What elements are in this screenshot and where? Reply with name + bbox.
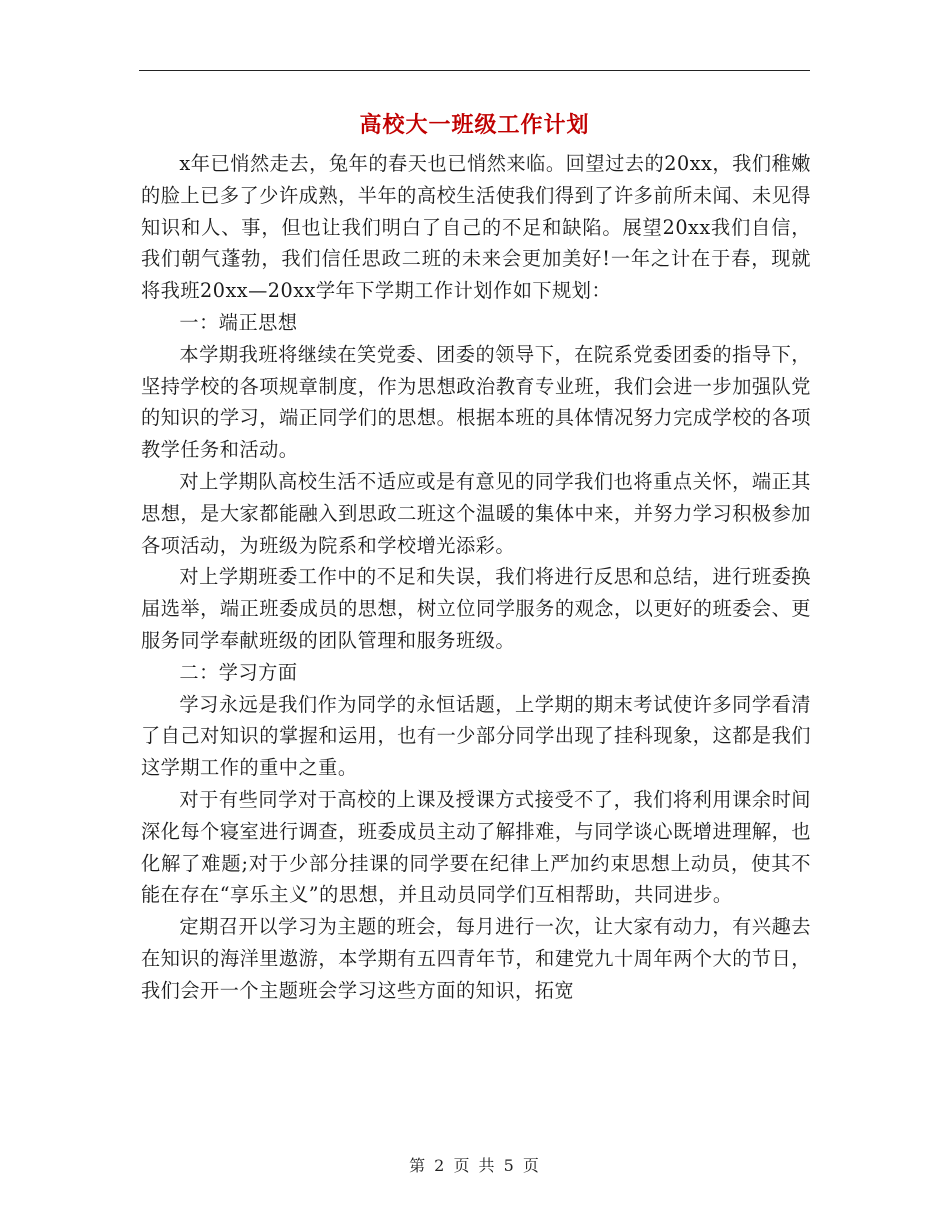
paragraph: 对上学期队高校生活不适应或是有意见的同学我们也将重点关怀，端正其思想，是大家都能融入到思政二班这个温暖的集体中来，并努力学习积极参加各项活动，为班级为院系和学校增光添彩。 — [141, 469, 811, 557]
paragraph-intro: x年已悄然走去，兔年的春天也已悄然来临。回望过去的20xx，我们稚嫩的脸上已多了少许成熟，半年的高校生活使我们得到了许多前所未闻、未见得知识和人、事，但也让我们明白了自己的不足和缺陷。展望20xx我们自信，我们朝气蓬勃，我们信任思政二班的未来会更加美好!一年之计在于春，现就将我班20xx—20xx学年下学期工作计划作如下规划： — [141, 152, 811, 303]
paragraph: 对上学期班委工作中的不足和失误，我们将进行反思和总结，进行班委换届选举，端正班委成员的思想，树立位同学服务的观念，以更好的班委会、更服务同学奉献班级的团队管理和服务班级。 — [141, 565, 811, 652]
header-rule — [139, 70, 810, 71]
section-heading-2: 二：学习方面 — [179, 660, 298, 684]
paragraph: 学习永远是我们作为同学的永恒话题，上学期的期末考试使许多同学看清了自己对知识的掌握和运用，也有一少部分同学出现了挂科现象，这都是我们这学期工作的重中之重。 — [141, 692, 811, 780]
document-body — [141, 148, 811, 1007]
paragraph: 定期召开以学习为主题的班会，每月进行一次，让大家有动力，有兴趣去在知识的海洋里遨游，本学期有五四青年节，和建党九十周年两个大的节日，我们会开一个主题班会学习这些方面的知识，拓宽 — [141, 915, 811, 1002]
paragraph: 本学期我班将继续在笑党委、团委的领导下，在院系党委团委的指导下，坚持学校的各项规章制度，作为思想政治教育专业班，我们会进一步加强队党的知识的学习，端正同学们的思想。根据本班的具体情况努力完成学校的各项教学任务和活动。 — [141, 342, 811, 462]
section-heading-1: 一：端正思想 — [179, 310, 298, 334]
paragraph: 对于有些同学对于高校的上课及授课方式接受不了，我们将利用课余时间深化每个寝室进行调查，班委成员主动了解排难，与同学谈心既增进理解，也化解了难题;对于少部分挂课的同学要在纪律上严加约束思想上动员，使其不能在存在“享乐主义”的思想，并且动员同学们互相帮助，共同进步。 — [141, 787, 811, 907]
page-number: 第 2 页 共 5 页 — [409, 1156, 541, 1175]
document-title: 高校大一班级工作计划 — [359, 112, 590, 138]
